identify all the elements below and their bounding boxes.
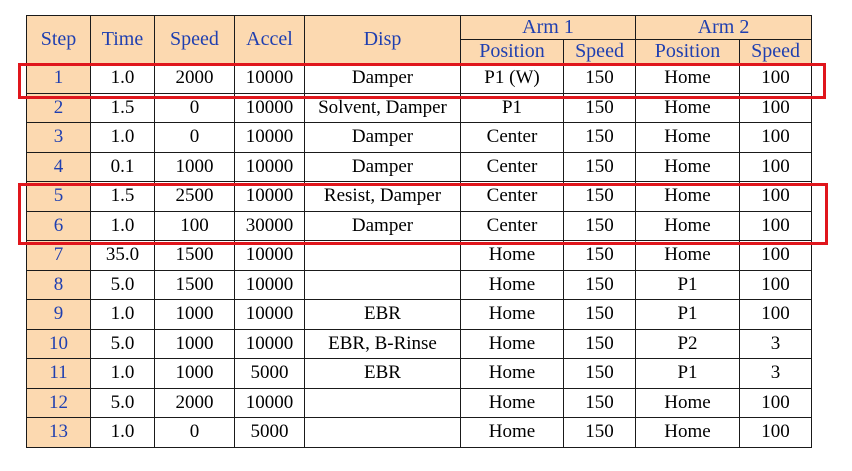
table-row [27, 359, 812, 389]
cell-step: 12 [27, 388, 91, 418]
cell-arm2-position: Home [636, 123, 740, 153]
cell-arm1-speed: 150 [564, 182, 636, 212]
cell-accel: 10000 [235, 93, 305, 123]
cell-time: 1.0 [91, 300, 155, 330]
header-arm1-speed: Speed [564, 40, 636, 64]
cell-arm1-speed: 150 [564, 152, 636, 182]
cell-step: 6 [27, 211, 91, 241]
cell-disp: Damper [305, 123, 461, 153]
cell-speed: 1000 [155, 359, 235, 389]
cell-disp: Damper [305, 64, 461, 94]
cell-disp [305, 270, 461, 300]
cell-time: 1.0 [91, 418, 155, 448]
header-arm1: Arm 1 [461, 16, 636, 40]
cell-arm1-position: Center [461, 211, 564, 241]
cell-step: 1 [27, 64, 91, 94]
cell-speed: 1000 [155, 329, 235, 359]
cell-time: 1.0 [91, 64, 155, 94]
table-row [27, 418, 812, 448]
header-arm1-position: Position [461, 40, 564, 64]
cell-arm2-speed: 100 [740, 123, 812, 153]
cell-arm1-speed: 150 [564, 241, 636, 271]
cell-accel: 10000 [235, 241, 305, 271]
cell-arm2-position: Home [636, 418, 740, 448]
cell-arm1-position: Home [461, 359, 564, 389]
cell-disp [305, 241, 461, 271]
cell-time: 1.0 [91, 359, 155, 389]
cell-arm1-position: Home [461, 418, 564, 448]
cell-arm2-speed: 100 [740, 211, 812, 241]
header-time: Time [91, 16, 155, 64]
cell-speed: 2500 [155, 182, 235, 212]
cell-arm1-position: Center [461, 152, 564, 182]
table-row [27, 123, 812, 153]
table-row [27, 300, 812, 330]
cell-arm2-position: Home [636, 211, 740, 241]
header-arm2: Arm 2 [636, 16, 812, 40]
cell-arm2-position: P1 [636, 359, 740, 389]
cell-disp [305, 418, 461, 448]
cell-accel: 5000 [235, 359, 305, 389]
cell-step: 13 [27, 418, 91, 448]
table-row [27, 388, 812, 418]
cell-arm1-speed: 150 [564, 123, 636, 153]
cell-time: 5.0 [91, 329, 155, 359]
cell-disp [305, 388, 461, 418]
cell-disp: EBR [305, 300, 461, 330]
cell-arm1-position: Home [461, 241, 564, 271]
cell-time: 1.0 [91, 211, 155, 241]
cell-accel: 30000 [235, 211, 305, 241]
cell-step: 9 [27, 300, 91, 330]
cell-disp: Resist, Damper [305, 182, 461, 212]
cell-accel: 10000 [235, 152, 305, 182]
cell-arm2-speed: 100 [740, 64, 812, 94]
cell-arm1-position: Home [461, 270, 564, 300]
cell-speed: 0 [155, 93, 235, 123]
table-row [27, 64, 812, 94]
cell-arm1-position: Center [461, 123, 564, 153]
cell-disp: Damper [305, 152, 461, 182]
cell-arm1-speed: 150 [564, 64, 636, 94]
cell-accel: 10000 [235, 329, 305, 359]
cell-arm1-position: P1 [461, 93, 564, 123]
cell-arm2-position: Home [636, 152, 740, 182]
cell-arm2-position: P1 [636, 270, 740, 300]
cell-arm2-speed: 100 [740, 152, 812, 182]
cell-arm2-position: Home [636, 93, 740, 123]
cell-accel: 10000 [235, 123, 305, 153]
cell-arm2-speed: 100 [740, 388, 812, 418]
header-disp: Disp [305, 16, 461, 64]
table-row [27, 329, 812, 359]
cell-arm2-position: Home [636, 388, 740, 418]
table-row [27, 152, 812, 182]
cell-disp: Solvent, Damper [305, 93, 461, 123]
table-header [27, 16, 812, 64]
table-row [27, 211, 812, 241]
header-row-top [27, 16, 812, 40]
cell-arm2-speed: 100 [740, 300, 812, 330]
cell-arm1-speed: 150 [564, 93, 636, 123]
cell-step: 8 [27, 270, 91, 300]
cell-speed: 0 [155, 123, 235, 153]
table-body [27, 64, 812, 448]
cell-arm1-speed: 150 [564, 418, 636, 448]
cell-accel: 10000 [235, 300, 305, 330]
cell-arm2-speed: 100 [740, 418, 812, 448]
cell-disp: EBR [305, 359, 461, 389]
recipe-table [26, 15, 812, 448]
cell-speed: 1500 [155, 241, 235, 271]
header-arm2-speed: Speed [740, 40, 812, 64]
cell-speed: 1000 [155, 300, 235, 330]
header-speed: Speed [155, 16, 235, 64]
cell-step: 10 [27, 329, 91, 359]
cell-step: 2 [27, 93, 91, 123]
cell-speed: 2000 [155, 388, 235, 418]
cell-speed: 1500 [155, 270, 235, 300]
cell-speed: 100 [155, 211, 235, 241]
cell-arm1-position: Center [461, 182, 564, 212]
cell-step: 7 [27, 241, 91, 271]
cell-accel: 10000 [235, 182, 305, 212]
cell-step: 4 [27, 152, 91, 182]
header-step: Step [27, 16, 91, 64]
cell-arm1-position: Home [461, 329, 564, 359]
cell-arm2-speed: 100 [740, 270, 812, 300]
cell-arm1-speed: 150 [564, 211, 636, 241]
cell-arm2-position: P2 [636, 329, 740, 359]
cell-accel: 5000 [235, 418, 305, 448]
cell-time: 1.0 [91, 123, 155, 153]
cell-arm1-speed: 150 [564, 359, 636, 389]
cell-arm1-position: Home [461, 388, 564, 418]
cell-arm1-speed: 150 [564, 270, 636, 300]
cell-arm2-position: Home [636, 64, 740, 94]
cell-arm2-position: Home [636, 241, 740, 271]
cell-step: 11 [27, 359, 91, 389]
cell-time: 5.0 [91, 388, 155, 418]
cell-step: 5 [27, 182, 91, 212]
header-arm2-position: Position [636, 40, 740, 64]
cell-disp: EBR, B-Rinse [305, 329, 461, 359]
cell-arm2-speed: 100 [740, 182, 812, 212]
cell-arm1-position: Home [461, 300, 564, 330]
cell-time: 1.5 [91, 182, 155, 212]
table-row [27, 93, 812, 123]
cell-time: 1.5 [91, 93, 155, 123]
cell-arm2-speed: 3 [740, 359, 812, 389]
cell-arm1-position: P1 (W) [461, 64, 564, 94]
cell-arm2-position: P1 [636, 300, 740, 330]
table-row [27, 241, 812, 271]
cell-arm1-speed: 150 [564, 300, 636, 330]
cell-disp: Damper [305, 211, 461, 241]
table-row [27, 182, 812, 212]
cell-arm2-speed: 100 [740, 93, 812, 123]
cell-time: 5.0 [91, 270, 155, 300]
cell-accel: 10000 [235, 388, 305, 418]
cell-arm1-speed: 150 [564, 329, 636, 359]
cell-step: 3 [27, 123, 91, 153]
cell-arm2-position: Home [636, 182, 740, 212]
cell-accel: 10000 [235, 64, 305, 94]
cell-arm2-speed: 100 [740, 241, 812, 271]
cell-accel: 10000 [235, 270, 305, 300]
cell-arm2-speed: 3 [740, 329, 812, 359]
cell-speed: 1000 [155, 152, 235, 182]
cell-time: 35.0 [91, 241, 155, 271]
cell-speed: 2000 [155, 64, 235, 94]
cell-arm1-speed: 150 [564, 388, 636, 418]
header-accel: Accel [235, 16, 305, 64]
cell-time: 0.1 [91, 152, 155, 182]
cell-speed: 0 [155, 418, 235, 448]
table-row [27, 270, 812, 300]
